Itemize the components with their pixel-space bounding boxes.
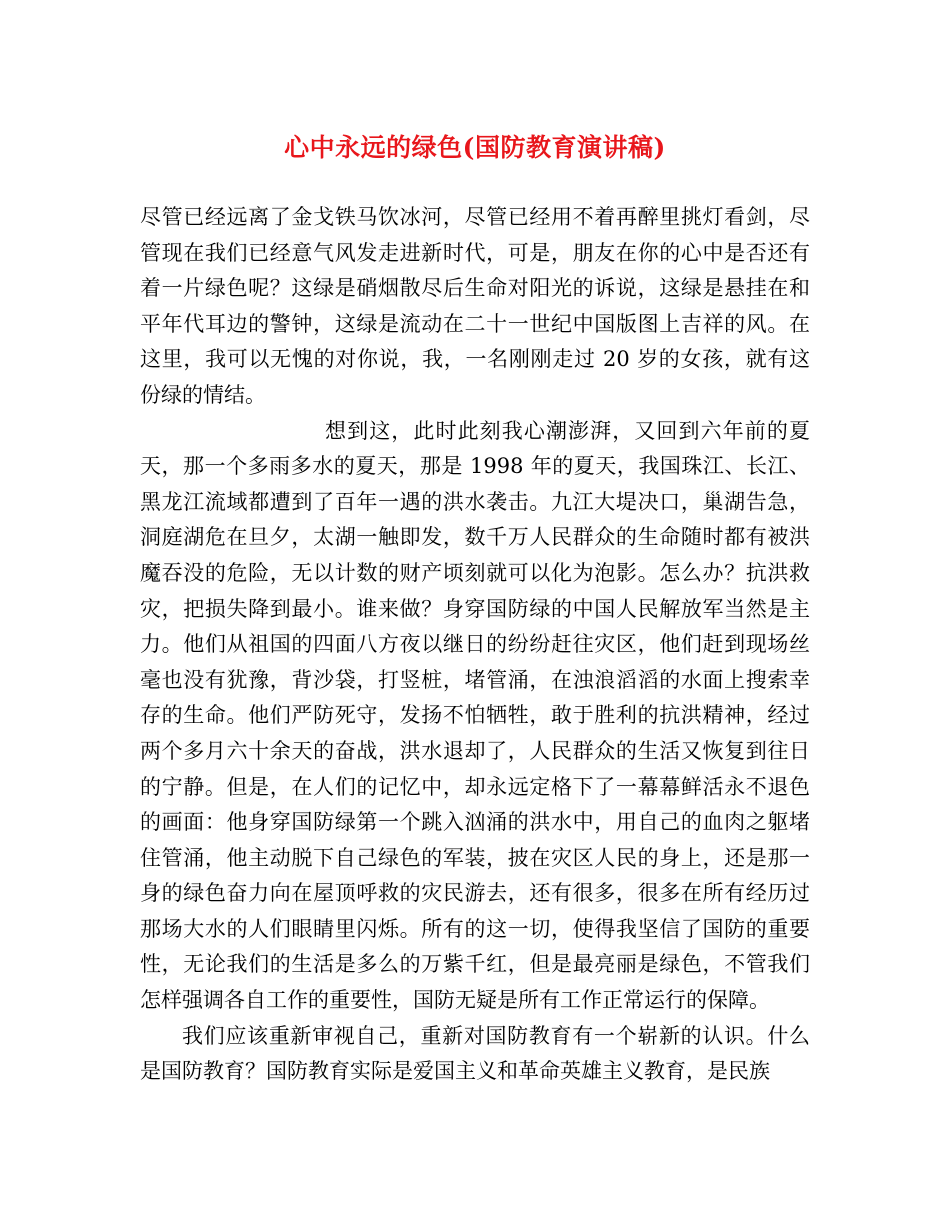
paragraph-1: 尽管已经远离了金戈铁马饮冰河，尽管已经用不着再醉里挑灯看剑，尽管现在我们已经意气风发走进新时代，可是，朋友在你的心中是否还有着一片绿色呢？这绿是硝烟散尽后生命对阳光的诉说，这绿是悬挂在和平年代耳边的警钟，这绿是流动在二十一世纪中国版图上吉祥的风。在这里，我可以无愧的对你说，我，一名刚刚走过 20 岁的女孩，就有这份绿的情结。 <box>140 205 810 407</box>
paragraph-2: 想到这，此时此刻我心潮澎湃，又回到六年前的夏天，那一个多雨多水的夏天，那是 1998 年的夏天，我国珠江、长江、黑龙江流域都遭到了百年一遇的洪水袭击。九江大堤决口，巢湖告急，洞庭湖危在旦夕，太湖一触即发，数千万人民群众的生命随时都有被洪魔吞没的危险，无以计数的财产顷刻就可以化为泡影。怎么办？抗洪救灾，把损失降到最小。谁来做？身穿国防绿的中国人民解放军当然是主力。他们从祖国的四面八方夜以继日的纷纷赶往灾区，他们赶到现场丝毫也没有犹豫，背沙袋，打竖桩，堵管涌，在浊浪滔滔的水面上搜索幸存的生命。他们严防死守，发扬不怕牺牲，敢于胜利的抗洪精神，经过两个多月六十余天的奋战，洪水退却了，人民群众的生活又恢复到往日的宁静。但是，在人们的记忆中，却永远定格下了一幕幕鲜活永不退色的画面：他身穿国防绿第一个跳入汹涌的洪水中，用自己的血肉之躯堵住管涌，他主动脱下自己绿色的军装，披在灾区人民的身上，还是那一身的绿色奋力向在屋顶呼救的灾民游去，还有很多，很多在所有经历过那场大水的人们眼睛里闪烁。所有的这一切，使得我坚信了国防的重要性，无论我们的生活是多么的万紫千红，但是最亮丽是绿色，不管我们怎样强调各自工作的重要性，国防无疑是所有工作正常运行的保障。 <box>140 418 810 1013</box>
document-page <box>140 130 810 1090</box>
paragraph-3: 我们应该重新审视自己，重新对国防教育有一个崭新的认识。什么是国防教育？国防教育实际是爱国主义和革命英雄主义教育，是民族 <box>140 1023 810 1084</box>
document-title: 心中永远的绿色(国防教育演讲稿) <box>284 133 666 162</box>
